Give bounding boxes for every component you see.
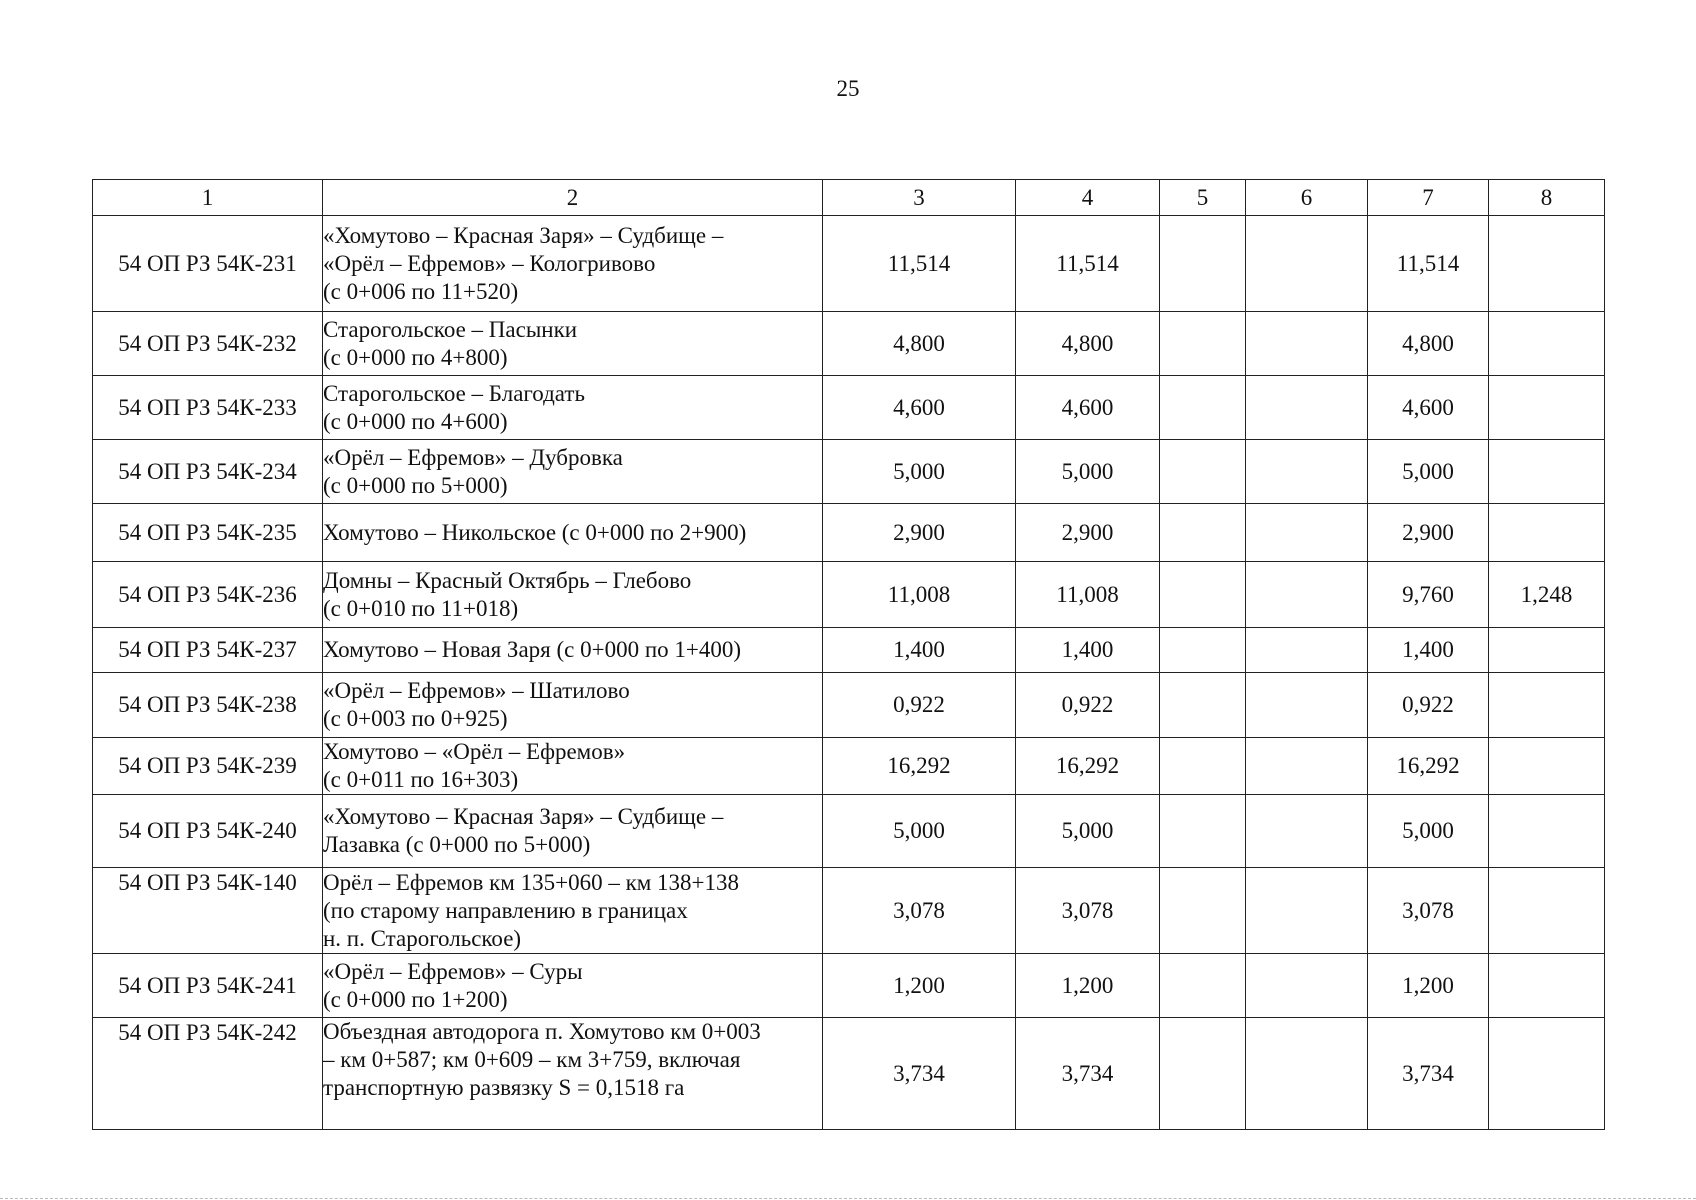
cell-col4: 5,000 <box>1016 440 1160 504</box>
road-name: Орёл – Ефремов км 135+060 – км 138+138 (по старому направлению в границах н. п. Старогольское) <box>323 868 823 954</box>
table-row <box>93 504 1605 562</box>
road-name: «Орёл – Ефремов» – Шатилово (с 0+003 по 0+925) <box>323 673 823 738</box>
cell-col7: 2,900 <box>1368 504 1489 562</box>
cell-col6 <box>1246 562 1368 628</box>
table-row <box>93 795 1605 868</box>
column-header: 8 <box>1489 180 1605 216</box>
road-name: «Хомутово – Красная Заря» – Судбище – Лазавка (с 0+000 по 5+000) <box>323 795 823 868</box>
cell-col5 <box>1160 738 1246 795</box>
cell-col8 <box>1489 628 1605 673</box>
column-header: 2 <box>323 180 823 216</box>
cell-col5 <box>1160 504 1246 562</box>
cell-col8 <box>1489 738 1605 795</box>
column-header: 5 <box>1160 180 1246 216</box>
cell-col7: 1,200 <box>1368 954 1489 1018</box>
road-code: 54 ОП РЗ 54К-233 <box>93 376 323 440</box>
cell-col8 <box>1489 673 1605 738</box>
road-name: Объездная автодорога п. Хомутово км 0+003 – км 0+587; км 0+609 – км 3+759, включая транспортную развязку S = 0,1518 га <box>323 1018 823 1130</box>
cell-col7: 9,760 <box>1368 562 1489 628</box>
page-number: 25 <box>836 76 860 101</box>
cell-col8 <box>1489 440 1605 504</box>
cell-col3: 11,008 <box>823 562 1016 628</box>
cell-col3: 3,734 <box>823 1018 1016 1130</box>
cell-col7: 3,734 <box>1368 1018 1489 1130</box>
cell-col4: 11,514 <box>1016 216 1160 312</box>
table-row <box>93 868 1605 954</box>
road-code: 54 ОП РЗ 54К-237 <box>93 628 323 673</box>
column-header: 6 <box>1246 180 1368 216</box>
cell-col4: 1,400 <box>1016 628 1160 673</box>
cell-col6 <box>1246 216 1368 312</box>
cell-col8 <box>1489 795 1605 868</box>
cell-col6 <box>1246 738 1368 795</box>
cell-col7: 3,078 <box>1368 868 1489 954</box>
cell-col6 <box>1246 312 1368 376</box>
table-row <box>93 312 1605 376</box>
cell-col8 <box>1489 1018 1605 1130</box>
cell-col6 <box>1246 795 1368 868</box>
table-row <box>93 562 1605 628</box>
cell-col4: 4,600 <box>1016 376 1160 440</box>
cell-col4: 5,000 <box>1016 795 1160 868</box>
cell-col3: 1,200 <box>823 954 1016 1018</box>
road-code: 54 ОП РЗ 54К-239 <box>93 738 323 795</box>
table-row <box>93 376 1605 440</box>
cell-col5 <box>1160 1018 1246 1130</box>
road-code: 54 ОП РЗ 54К-240 <box>93 795 323 868</box>
cell-col4: 11,008 <box>1016 562 1160 628</box>
column-header: 1 <box>93 180 323 216</box>
cell-col6 <box>1246 440 1368 504</box>
cell-col6 <box>1246 673 1368 738</box>
cell-col6 <box>1246 504 1368 562</box>
column-header: 3 <box>823 180 1016 216</box>
header-row <box>93 180 1605 216</box>
cell-col3: 4,800 <box>823 312 1016 376</box>
table-row <box>93 673 1605 738</box>
cell-col5 <box>1160 954 1246 1018</box>
cell-col5 <box>1160 628 1246 673</box>
road-name: «Хомутово – Красная Заря» – Судбище – «Орёл – Ефремов» – Кологривово (с 0+006 по 11+520) <box>323 216 823 312</box>
road-code: 54 ОП РЗ 54К-242 <box>93 1018 323 1130</box>
cell-col5 <box>1160 868 1246 954</box>
cell-col7: 4,800 <box>1368 312 1489 376</box>
table-row <box>93 628 1605 673</box>
cell-col4: 16,292 <box>1016 738 1160 795</box>
cell-col7: 5,000 <box>1368 440 1489 504</box>
cell-col6 <box>1246 376 1368 440</box>
cell-col8 <box>1489 376 1605 440</box>
cell-col3: 16,292 <box>823 738 1016 795</box>
cell-col3: 5,000 <box>823 440 1016 504</box>
cell-col4: 0,922 <box>1016 673 1160 738</box>
cell-col8 <box>1489 504 1605 562</box>
road-code: 54 ОП РЗ 54К-238 <box>93 673 323 738</box>
cell-col4: 3,734 <box>1016 1018 1160 1130</box>
cell-col4: 1,200 <box>1016 954 1160 1018</box>
road-name: Хомутово – Никольское (с 0+000 по 2+900) <box>323 504 823 562</box>
cell-col6 <box>1246 628 1368 673</box>
cell-col3: 0,922 <box>823 673 1016 738</box>
cell-col5 <box>1160 376 1246 440</box>
cell-col6 <box>1246 954 1368 1018</box>
cell-col8 <box>1489 954 1605 1018</box>
cell-col7: 4,600 <box>1368 376 1489 440</box>
column-header: 7 <box>1368 180 1489 216</box>
road-name: Домны – Красный Октябрь – Глебово (с 0+010 по 11+018) <box>323 562 823 628</box>
cell-col3: 5,000 <box>823 795 1016 868</box>
road-name: Хомутово – Новая Заря (с 0+000 по 1+400) <box>323 628 823 673</box>
road-code: 54 ОП РЗ 54К-231 <box>93 216 323 312</box>
cell-col7: 11,514 <box>1368 216 1489 312</box>
cell-col4: 4,800 <box>1016 312 1160 376</box>
table-row <box>93 216 1605 312</box>
road-code: 54 ОП РЗ 54К-140 <box>93 868 323 954</box>
cell-col3: 1,400 <box>823 628 1016 673</box>
cell-col5 <box>1160 216 1246 312</box>
road-code: 54 ОП РЗ 54К-241 <box>93 954 323 1018</box>
cell-col6 <box>1246 868 1368 954</box>
roads-table <box>92 179 1605 1130</box>
road-name: Хомутово – «Орёл – Ефремов» (с 0+011 по 16+303) <box>323 738 823 795</box>
cell-col7: 5,000 <box>1368 795 1489 868</box>
road-name: «Орёл – Ефремов» – Суры (с 0+000 по 1+200) <box>323 954 823 1018</box>
table-row <box>93 440 1605 504</box>
cell-col3: 4,600 <box>823 376 1016 440</box>
table-row <box>93 954 1605 1018</box>
cell-col3: 3,078 <box>823 868 1016 954</box>
table-row <box>93 1018 1605 1130</box>
cell-col5 <box>1160 440 1246 504</box>
road-name: «Орёл – Ефремов» – Дубровка (с 0+000 по 5+000) <box>323 440 823 504</box>
cell-col5 <box>1160 673 1246 738</box>
cell-col7: 16,292 <box>1368 738 1489 795</box>
cell-col5 <box>1160 795 1246 868</box>
road-code: 54 ОП РЗ 54К-234 <box>93 440 323 504</box>
road-name: Старогольское – Благодать (с 0+000 по 4+600) <box>323 376 823 440</box>
cell-col3: 11,514 <box>823 216 1016 312</box>
cell-col8 <box>1489 216 1605 312</box>
cell-col5 <box>1160 312 1246 376</box>
cell-col7: 0,922 <box>1368 673 1489 738</box>
road-code: 54 ОП РЗ 54К-236 <box>93 562 323 628</box>
cell-col7: 1,400 <box>1368 628 1489 673</box>
cell-col5 <box>1160 562 1246 628</box>
cell-col6 <box>1246 1018 1368 1130</box>
cell-col4: 2,900 <box>1016 504 1160 562</box>
road-code: 54 ОП РЗ 54К-232 <box>93 312 323 376</box>
road-code: 54 ОП РЗ 54К-235 <box>93 504 323 562</box>
road-name: Старогольское – Пасынки (с 0+000 по 4+800) <box>323 312 823 376</box>
cell-col8: 1,248 <box>1489 562 1605 628</box>
column-header: 4 <box>1016 180 1160 216</box>
cell-col4: 3,078 <box>1016 868 1160 954</box>
cell-col8 <box>1489 868 1605 954</box>
cell-col8 <box>1489 312 1605 376</box>
cell-col3: 2,900 <box>823 504 1016 562</box>
table-row <box>93 738 1605 795</box>
